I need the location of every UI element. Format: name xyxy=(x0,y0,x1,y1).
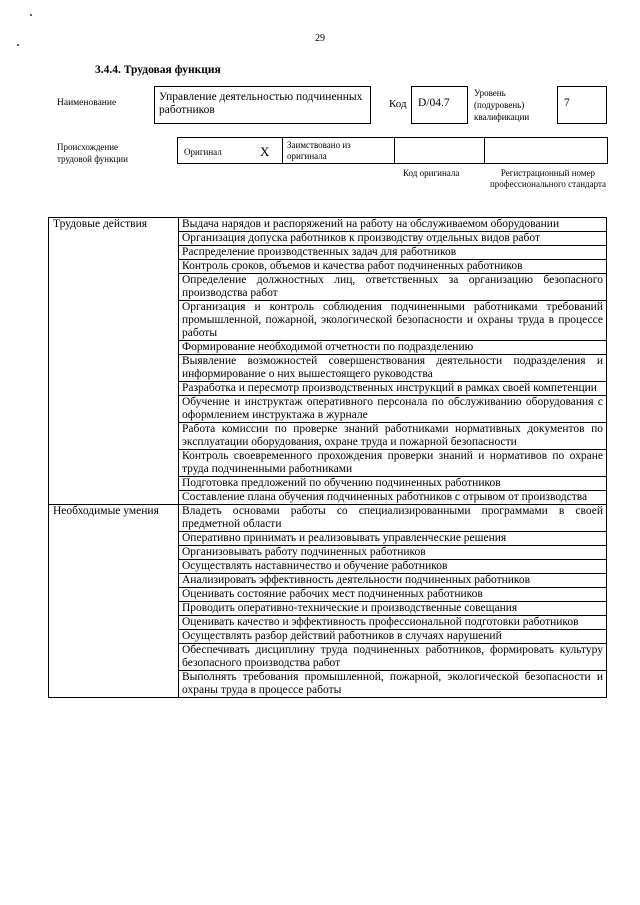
table-cell-item: Обеспечивать дисциплину труда подчиненных работников, формировать культуру безопасного производства работ xyxy=(179,644,607,671)
table-cell-item: Проводить оперативно-технические и производственные совещания xyxy=(179,602,607,616)
table-cell-item: Выдача нарядов и распоряжений на работу на обслуживаемом оборудовании xyxy=(179,218,607,232)
borrowed-label: Заимствовано из оригинала xyxy=(287,140,351,161)
page-number: 29 xyxy=(315,33,325,44)
table-cell-item: Организация допуска работников к производству отдельных видов работ xyxy=(179,232,607,246)
table-cell-item: Выполнять требования промышленной, пожарной, экологической безопасности и охраны труда в процессе работы xyxy=(179,671,607,698)
reg-number-label: Регистрационный номер профессионального стандарта xyxy=(489,168,607,189)
code-value-box xyxy=(411,86,468,124)
table-cell-item: Владеть основами работы со специализированными программами в своей предметной области xyxy=(179,505,607,532)
table-cell-item: Контроль сроков, объемов и качества работ подчиненных работников xyxy=(179,260,607,274)
table-cell-item: Обучение и инструктаж оперативного персонала по обслуживанию оборудования с оформлением инструктажа в журнале xyxy=(179,396,607,423)
origin-table xyxy=(177,137,608,164)
table-row xyxy=(49,505,607,532)
section-title: 3.4.4. Трудовая функция xyxy=(95,64,221,76)
work-function-table xyxy=(48,217,607,698)
table-cell-item: Выявление возможностей совершенствования деятельности подразделения и информирование о них вышестоящего руководства xyxy=(179,355,607,382)
origin-label: Происхождение трудовой функции xyxy=(57,142,128,164)
scan-speck xyxy=(17,44,19,46)
table-cell-item: Работа комиссии по проверке знаний работниками нормативных документов по эксплуатации оборудования, охране труда и пожарной безопасности xyxy=(179,423,607,450)
name-value-box xyxy=(154,86,371,124)
table-cell-item: Контроль своевременного прохождения проверки знаний и нормативов по охране труда подчиненными работниками xyxy=(179,450,607,477)
table-cell-item: Осуществлять наставничество и обучение работников xyxy=(179,560,607,574)
level-value: 7 xyxy=(564,97,570,109)
table-cell-item: Оценивать состояние рабочих мест подчиненных работников xyxy=(179,588,607,602)
table-cell-item: Разработка и пересмотр производственных инструкций в рамках своей компетенции xyxy=(179,382,607,396)
table-cell-item: Осуществлять разбор действий работников в случаях нарушений xyxy=(179,630,607,644)
code-value: D/04.7 xyxy=(418,97,450,109)
original-label: Оригинал xyxy=(184,147,222,157)
table-cell-item: Формирование необходимой отчетности по подразделению xyxy=(179,341,607,355)
table-cell-item: Распределение производственных задач для работников xyxy=(179,246,607,260)
table-cell-item: Организовывать работу подчиненных работников xyxy=(179,546,607,560)
section-category: Необходимые умения xyxy=(49,505,179,698)
name-label: Наименование xyxy=(57,98,117,108)
level-value-box xyxy=(557,86,607,124)
table-cell-item: Оперативно принимать и реализовывать управленческие решения xyxy=(179,532,607,546)
code-original-label: Код оригинала xyxy=(403,168,460,178)
table-cell-item: Определение должностных лиц, ответственных за организацию безопасного производства работ xyxy=(179,274,607,301)
table-cell-item: Оценивать качество и эффективность профессиональной подготовки работников xyxy=(179,616,607,630)
table-cell-item: Подготовка предложений по обучению подчиненных работников xyxy=(179,477,607,491)
level-label: Уровень (подуровень) квалификации xyxy=(474,88,530,122)
code-label: Код xyxy=(389,98,407,110)
scan-speck xyxy=(30,14,32,16)
table-cell-item: Составление плана обучения подчиненных работников с отрывом от производства xyxy=(179,491,607,505)
table-cell-item: Анализировать эффективность деятельности подчиненных работников xyxy=(179,574,607,588)
original-mark: X xyxy=(260,144,270,159)
name-value: Управление деятельностью подчиненных работников xyxy=(159,91,363,116)
section-category: Трудовые действия xyxy=(49,218,179,505)
table-cell-item: Организация и контроль соблюдения подчиненными работниками требований промышленной, пожарной, экологической безопасности и охраны труда в процессе работы xyxy=(179,301,607,341)
table-row xyxy=(49,218,607,232)
